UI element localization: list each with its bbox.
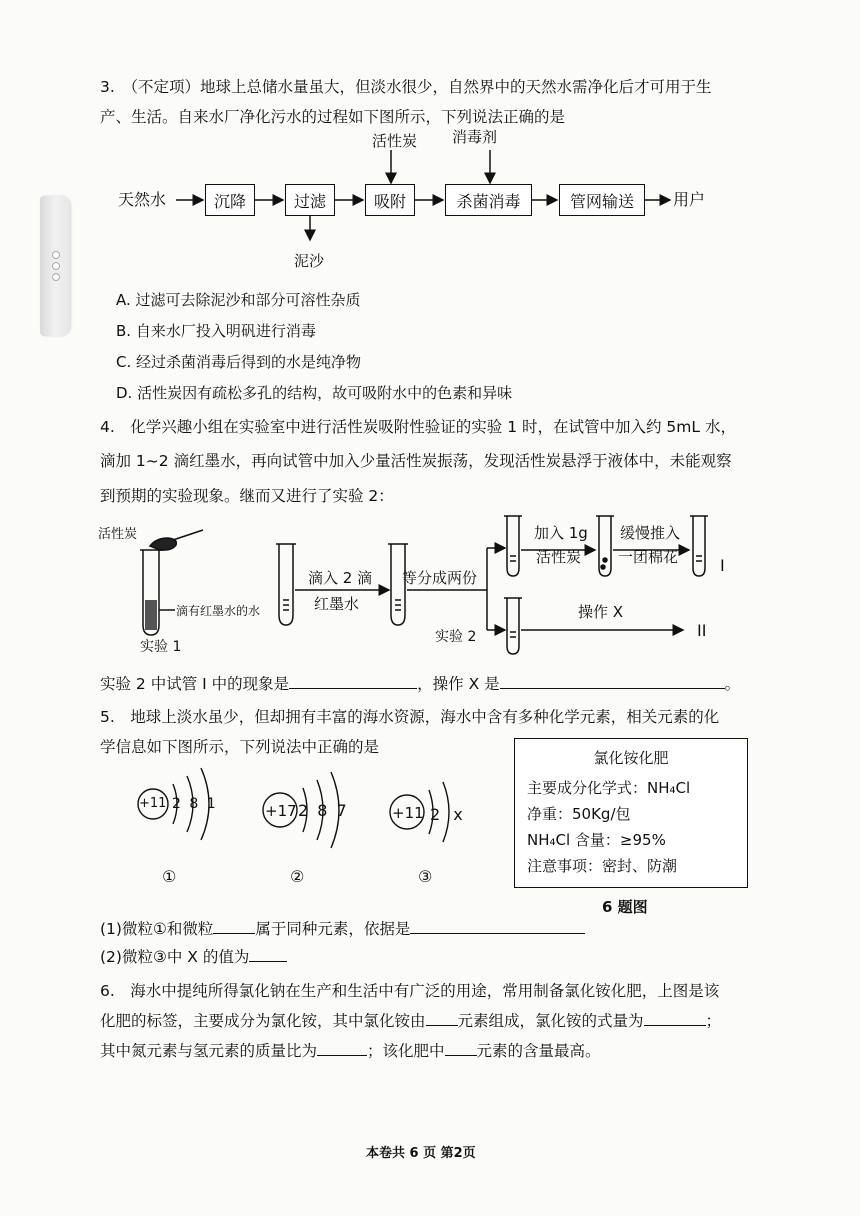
flow-input-activated-carbon: 活性炭 (372, 132, 418, 150)
q6-blank-elements[interactable] (426, 1025, 458, 1026)
q6-stem-line3 (100, 1040, 601, 1062)
q3-option-d: D. 活性炭因有疏松多孔的结构，故可吸附水中的色素和异味 (116, 384, 513, 402)
diagram-label-experiment-1: 实验 1 (140, 639, 182, 655)
diagram-label-tube-2: II (697, 621, 707, 640)
q6-blank-formula-weight[interactable] (644, 1025, 706, 1026)
q6-stem-line1: 6. 海水中提纯所得氯化钠在生产和生活中有广泛的用途，常用制备氯化铵化肥，上图是该 (100, 982, 720, 1000)
q6-line3-mid: ；该化肥中 (367, 1042, 445, 1060)
q4-answer-end: 。 (724, 675, 741, 693)
q5-blank-basis[interactable] (410, 933, 585, 934)
q6-stem-line2 (100, 1010, 721, 1032)
atom-3-label: ③ (418, 867, 433, 886)
flow-step-filtration: 过滤 (285, 184, 335, 216)
atom-2-label: ② (290, 867, 305, 886)
fertilizer-formula: 主要成分化学式：NH₄Cl (527, 779, 691, 797)
q3-stem-line1: 3. （不定项）地球上总储水量虽大，但淡水很少，自然界中的天然水需净化后才可用于生 (100, 78, 712, 96)
q3-option-c: C. 经过杀菌消毒后得到的水是纯净物 (116, 353, 362, 371)
diagram-label-add-bottom: 活性炭 (536, 548, 582, 566)
q4-stem-line2: 滴加 1~2 滴红墨水，再向试管中加入少量活性炭振荡，发现活性炭悬浮于液体中，未能观察 (100, 452, 732, 470)
q6-line2-end: ； (705, 1012, 722, 1030)
q5-stem-line2: 学信息如下图所示，下列说法中正确的是 (100, 738, 380, 756)
atom-3-nucleus: +11 (392, 804, 424, 822)
q4-blank-phenomenon[interactable] (289, 688, 417, 689)
q4-stem-line1: 4. 化学兴趣小组在实验室中进行活性炭吸附性验证的实验 1 时，在试管中加入约 5mL 水， (100, 418, 736, 436)
q4-answer-mid: ，操作 X 是 (417, 675, 500, 693)
q5-sub2 (100, 946, 287, 968)
q5-blank-particle[interactable] (213, 933, 255, 934)
flow-output-sediment: 泥沙 (294, 252, 325, 270)
q6-line3-prefix: 其中氮元素与氢元素的质量比为 (100, 1042, 318, 1060)
diagram-label-activated-carbon: 活性炭 (98, 527, 138, 542)
fertilizer-title: 氯化铵化肥 (593, 749, 669, 767)
q3-option-a: A. 过滤可去除泥沙和部分可溶性杂质 (116, 291, 361, 309)
diagram-label-experiment-2: 实验 2 (435, 629, 477, 645)
diagram-label-operation-x: 操作 X (578, 603, 624, 621)
q5-sub1-prefix: (1)微粒①和微粒 (100, 920, 214, 938)
q4-blank-operation[interactable] (500, 688, 725, 689)
atom-1-nucleus: +11 (139, 796, 167, 811)
q5-sub1-mid: 属于同种元素，依据是 (255, 920, 411, 938)
q5-blank-x-value[interactable] (249, 961, 287, 962)
fertilizer-label (514, 738, 748, 888)
diagram-label-split: 等分成两份 (402, 569, 478, 587)
q5-sub1 (100, 918, 585, 940)
q4-stem-line3: 到预期的实验现象。继而又进行了实验 2： (100, 487, 394, 505)
flow-step-pipe-delivery: 管网输送 (559, 184, 645, 216)
fertilizer-content: NH₄Cl 含量：≥95% (527, 831, 666, 849)
diagram-label-red-ink-water: 滴有红墨水的水 (176, 604, 261, 618)
flow-end-user: 用户 (673, 190, 706, 209)
flow-input-disinfectant: 消毒剂 (452, 128, 498, 146)
q6-line3-end: 元素的含量最高。 (476, 1042, 601, 1060)
flow-start-natural-water: 天然水 (118, 190, 167, 209)
diagram-label-drip-top: 滴入 2 滴 (308, 569, 373, 587)
fertilizer-weight: 净重：50Kg/包 (527, 805, 631, 823)
diagram-label-tube-1: I (720, 556, 725, 575)
diagram-label-push-bottom: 一团棉花 (618, 548, 679, 566)
q4-answer-line (100, 673, 740, 695)
diagram-label-drip-bottom: 红墨水 (314, 595, 360, 613)
diagram-label-push-top: 缓慢推入 (620, 524, 681, 542)
q4-answer-prefix: 实验 2 中试管 I 中的现象是 (100, 675, 290, 693)
q6-blank-highest-element[interactable] (445, 1055, 477, 1056)
diagram-label-add-top: 加入 1g (534, 524, 588, 542)
atom-1-shells: 2 8 1 (172, 796, 218, 812)
q3-stem-line2: 产、生活。自来水厂净化污水的过程如下图所示，下列说法正确的是 (100, 108, 566, 126)
q5-stem-line1: 5. 地球上淡水虽少，但却拥有丰富的海水资源，海水中含有多种化学元素，相关元素的化 (100, 708, 720, 726)
flow-step-sedimentation: 沉降 (205, 184, 255, 216)
q3-option-b: B. 自来水厂投入明矾进行消毒 (116, 322, 316, 340)
q6-blank-mass-ratio[interactable] (317, 1055, 367, 1056)
binding-tab (40, 196, 70, 336)
atom-3-shells: 2 x (430, 805, 467, 824)
figure-caption-q6: 6 题图 (602, 898, 648, 916)
page-footer: 本卷共 6 页 第2页 (366, 1146, 476, 1161)
flow-step-adsorption: 吸附 (365, 184, 415, 216)
q6-line2-mid: 元素组成，氯化铵的式量为 (457, 1012, 644, 1030)
atom-2-nucleus: +17 (265, 802, 297, 820)
flow-step-disinfection: 杀菌消毒 (445, 184, 532, 216)
atom-2-shells: 2 8 7 (298, 801, 349, 820)
q6-line2-prefix: 化肥的标签，主要成分为氯化铵，其中氯化铵由 (100, 1012, 426, 1030)
atom-1-label: ① (162, 867, 177, 886)
q5-sub2-prefix: (2)微粒③中 X 的值为 (100, 948, 250, 966)
fertilizer-notice: 注意事项：密封、防潮 (527, 857, 678, 875)
